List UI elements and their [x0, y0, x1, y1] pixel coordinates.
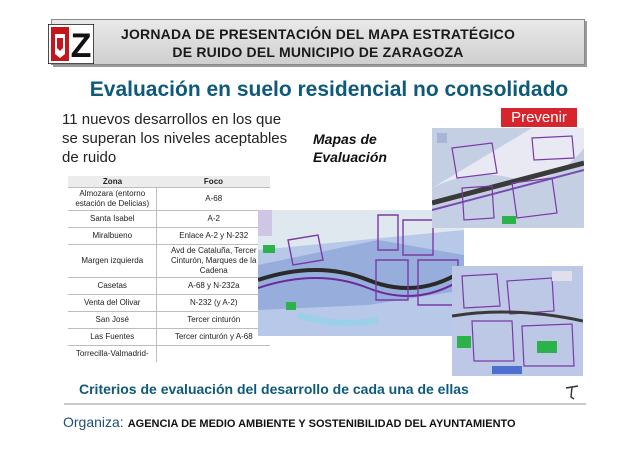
table-row: Las Fuentes Tercer cinturón y A-68 — [68, 329, 270, 346]
prevenir-badge: Prevenir — [501, 108, 577, 127]
table-row: San José Tercer cinturón — [68, 312, 270, 329]
noise-map-image-1 — [258, 210, 464, 336]
footer-divider — [64, 403, 586, 405]
table-row: Venta del Olivar N-232 (y A-2) — [68, 295, 270, 312]
table-row: Miralbueno Enlace A-2 y N-232 — [68, 228, 270, 245]
lead-text: 11 nuevos desarrollos en los que se superan los niveles aceptables de ruido — [62, 111, 288, 166]
table-row: Torrecilla-Valmadrid- — [68, 346, 270, 363]
slide-title: Evaluación en suelo residencial no consolidado — [89, 78, 569, 101]
zaragoza-logo — [48, 24, 94, 64]
header-line-1: JORNADA DE PRESENTACIÓN DEL MAPA ESTRATÉGICO — [120, 26, 516, 42]
table-row: Casetas A-68 y N-232a — [68, 278, 270, 295]
footer — [63, 414, 516, 430]
pin-icon — [564, 384, 580, 400]
header-banner — [51, 19, 585, 65]
maps-caption: Mapas de Evaluación — [313, 131, 387, 165]
header-line-2: DE RUIDO DEL MUNICIPIO DE ZARAGOZA — [172, 44, 464, 60]
logo-letter: Z — [70, 27, 92, 64]
noise-map-image-2 — [432, 128, 584, 228]
table-row: Margen izquierda Avd de Cataluña, Tercer Cinturón, Marques de la Cadena — [68, 245, 270, 278]
column-header-zona: Zona — [68, 176, 157, 188]
criteria-text: Criterios de evaluación del desarrollo de cada una de ellas — [79, 381, 469, 397]
table-row: Almozara (entorno estación de Delicias) A-68 — [68, 188, 270, 211]
column-header-foco: Foco — [157, 176, 270, 188]
table-row: Santa Isabel A-2 — [68, 211, 270, 228]
noise-map-image-3 — [452, 266, 583, 376]
zones-table — [68, 176, 270, 362]
footer-label: Organiza: — [63, 414, 124, 430]
table-header-row — [68, 176, 270, 188]
footer-organization: AGENCIA DE MEDIO AMBIENTE Y SOSTENIBILIDAD DEL AYUNTAMIENTO — [127, 418, 516, 430]
